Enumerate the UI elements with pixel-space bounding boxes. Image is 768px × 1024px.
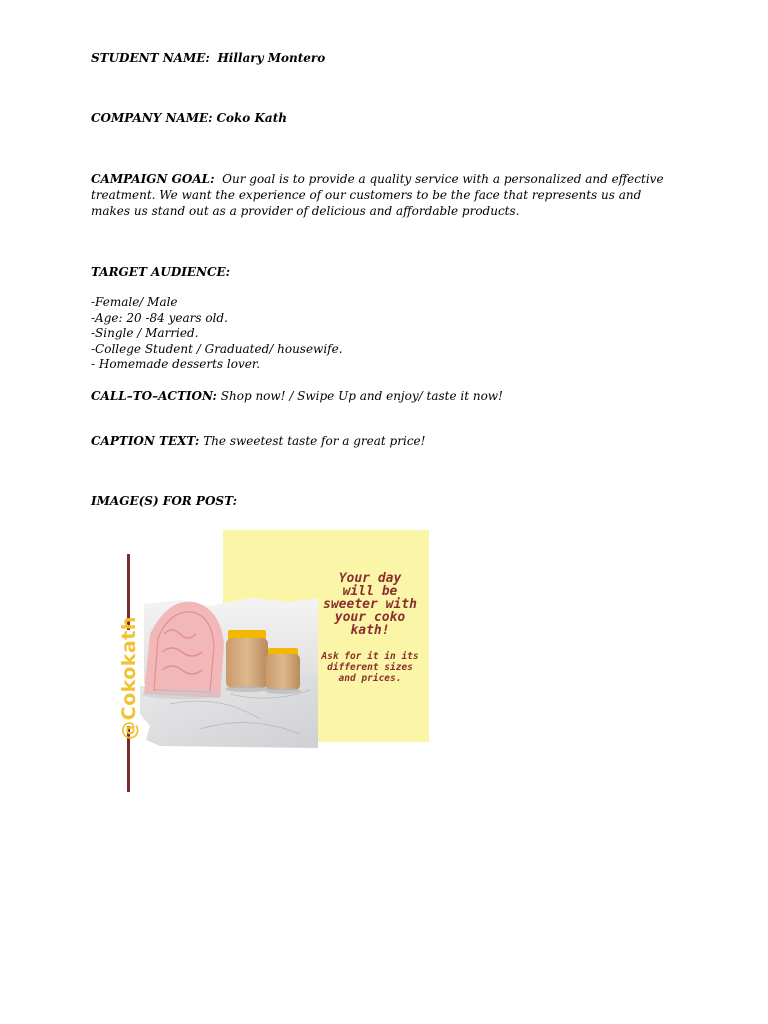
- headline-line: Your day: [338, 571, 402, 586]
- headline-line: kath!: [350, 623, 390, 638]
- caption-value: The sweetest taste for a great price!: [203, 434, 426, 448]
- company-name-label: COMPANY NAME:: [91, 111, 213, 125]
- list-item: - Homemade desserts lover.: [91, 357, 261, 372]
- post-handle: @Cokokath: [118, 616, 140, 740]
- call-to-action-line: [91, 389, 503, 403]
- images-heading: [91, 494, 237, 508]
- subline-line: different sizes: [327, 662, 413, 673]
- images-label: IMAGE(S) FOR POST:: [91, 494, 237, 508]
- subline-line: Ask for it in its: [321, 651, 419, 662]
- student-name-label: STUDENT NAME:: [91, 51, 210, 65]
- caption-label: CAPTION TEXT:: [91, 434, 200, 448]
- target-audience-heading: [91, 265, 230, 279]
- list-item: -Single / Married.: [91, 326, 199, 341]
- headline-line: your coko: [334, 610, 406, 625]
- target-audience-list: [91, 295, 343, 373]
- campaign-goal-text: Our goal is to provide a quality service with a personalized and effective treatment. We want the experience of our customers to be the face that represents us and makes us stand out as a provider of delicious and affordable products.: [91, 172, 664, 218]
- company-name-line: [91, 111, 287, 125]
- product-photo: [140, 594, 318, 748]
- company-name-value: Coko Kath: [216, 111, 287, 125]
- target-audience-label: TARGET AUDIENCE:: [91, 265, 231, 279]
- headline-line: will be: [342, 584, 398, 599]
- post-image: [95, 528, 429, 798]
- post-headline: [309, 572, 429, 637]
- list-item: -Female/ Male: [91, 295, 178, 309]
- headline-line: sweeter with: [323, 597, 417, 612]
- student-name-value: Hillary Montero: [217, 51, 326, 65]
- campaign-goal: [91, 171, 671, 219]
- call-to-action-label: CALL–TO–ACTION:: [91, 389, 217, 403]
- call-to-action-value: Shop now! / Swipe Up and enjoy/ taste it now!: [220, 389, 503, 403]
- student-name-line: [91, 51, 325, 65]
- subline-line: and prices.: [338, 673, 402, 684]
- list-item: -Age: 20 -84 years old.: [91, 310, 228, 325]
- post-subline: [319, 651, 421, 684]
- list-item: -College Student / Graduated/ housewife.: [91, 341, 343, 356]
- caption-line: [91, 434, 425, 448]
- campaign-goal-label: CAMPAIGN GOAL:: [91, 172, 215, 186]
